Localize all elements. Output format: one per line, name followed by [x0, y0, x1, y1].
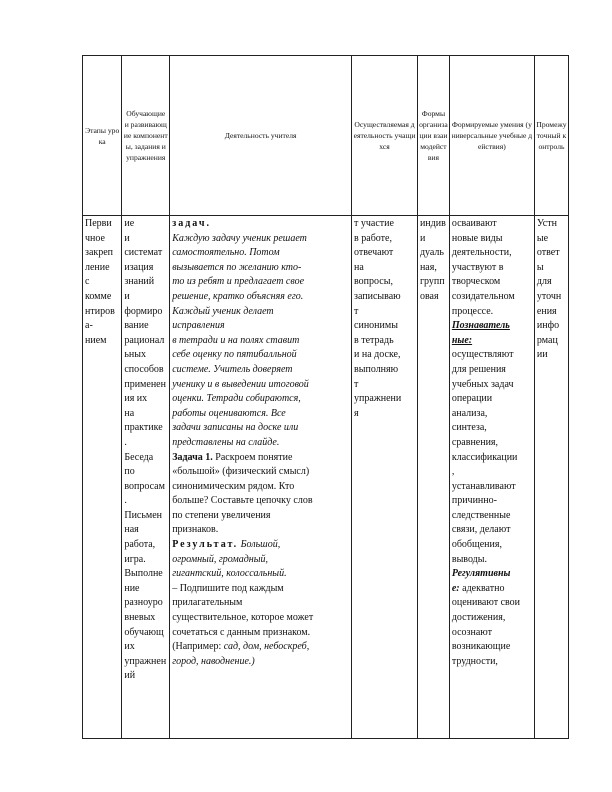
uud-line: деятельности,: [451, 247, 512, 259]
header-row: [83, 56, 569, 216]
students-line: упражнени: [354, 393, 402, 405]
stage-line: нием: [85, 334, 107, 346]
teacher-line: Каждую задачу ученик решает: [172, 232, 307, 244]
teacher-line: прилагательным: [172, 597, 243, 609]
content-line: игра.: [124, 553, 146, 565]
control-line: ответ: [536, 247, 560, 259]
stage-line: с: [85, 276, 90, 288]
uud-heading: е:: [451, 582, 460, 594]
uud-line: возникающие: [451, 641, 511, 653]
teacher-line: признаков.: [172, 524, 219, 536]
students-line: выполняю: [354, 363, 399, 375]
stage-line: ление: [85, 261, 110, 273]
students-line: в работе,: [354, 232, 392, 244]
teacher-line: исправления: [172, 320, 225, 332]
uud-line: участвуют в: [451, 261, 504, 273]
uud-line: новые виды: [451, 232, 503, 244]
content-line: и: [124, 232, 130, 244]
content-line: их: [124, 641, 135, 653]
stage-line: Перви: [85, 218, 112, 229]
content-line: рационал: [124, 334, 165, 346]
content-line: разноуро: [124, 597, 163, 609]
content-line: вневых: [124, 612, 156, 624]
teacher-line: – Подпишите под каждым: [172, 582, 284, 594]
uud-heading: Познаватель: [451, 320, 510, 332]
content-line: знаний: [124, 276, 155, 288]
uud-line: осваивают: [451, 218, 497, 229]
control-line: ения: [536, 305, 557, 317]
forms-line: индиви: [419, 218, 446, 244]
teacher-line: «большой» (физический смысл): [172, 466, 310, 478]
students-line: т: [354, 378, 359, 390]
students-line: вопросы,: [354, 276, 393, 288]
content-line: ий: [124, 670, 136, 682]
teacher-line: ученику и в выведении итоговой: [172, 378, 309, 390]
teacher-line: огромный, громадный,: [172, 553, 269, 565]
teacher-line: себе оценку по пятибалльной: [172, 349, 297, 361]
uud-line: созидательном: [451, 290, 515, 302]
stage-line: чное: [85, 232, 105, 244]
teacher-line: системе. Учитель доверяет: [172, 363, 293, 375]
header-students: Осуществляемая деятельность учащихся: [352, 56, 418, 216]
result-text: Большой,: [238, 539, 281, 551]
teacher-line: [172, 640, 349, 655]
content-line: работа,: [124, 539, 156, 551]
teacher-line: оценки. Тетради собираются,: [172, 393, 301, 405]
stage-line: закреп: [85, 247, 114, 259]
students-line: и на доске,: [354, 349, 401, 361]
task-label: Задача 1.: [172, 451, 213, 463]
uud-line: [452, 582, 532, 597]
table-row: [83, 216, 569, 739]
teacher-line: задач.: [172, 218, 212, 229]
uud-line: осуществляют: [451, 349, 514, 361]
forms-line: групп: [419, 276, 445, 288]
teacher-line: гигантский, колоссальный.: [172, 568, 287, 580]
forms-line: овая: [419, 290, 439, 302]
example-words: сад, дом, небоскреб,: [223, 641, 310, 653]
control-line: ые: [536, 232, 549, 244]
content-line: .: [124, 436, 127, 448]
uud-heading: ные:: [451, 334, 473, 346]
content-line: и: [124, 290, 130, 302]
teacher-line: работы оцениваются. Все: [172, 407, 286, 419]
teacher-line: существительное, которое может: [172, 612, 314, 624]
teacher-line: то из ребят и предлагает свое: [172, 276, 305, 288]
forms-line: дуальная,: [419, 247, 444, 273]
teacher-line: вызывается по желанию кто-: [172, 261, 302, 273]
uud-heading: Регулятивны: [451, 568, 511, 580]
teacher-line: представлены на слайде.: [172, 436, 280, 448]
content-line: применен: [124, 378, 166, 390]
content-line: ние: [124, 582, 140, 594]
stage-cell: [83, 216, 122, 739]
forms-cell: [417, 216, 449, 739]
teacher-line: по степени увеличения: [172, 509, 271, 521]
task-text: Раскроем понятие: [212, 451, 293, 463]
control-line: ы: [536, 261, 544, 273]
uud-line: оценивают свои: [451, 597, 521, 609]
uud-line: осознают: [451, 626, 492, 638]
content-line: вание: [124, 320, 149, 332]
content-line: формиро: [124, 305, 163, 317]
uud-line: достижения,: [451, 612, 506, 624]
uud-cell: [449, 216, 534, 739]
teacher-line: [172, 451, 349, 466]
uud-line: сравнения,: [451, 436, 499, 448]
content-cell: [122, 216, 170, 739]
content-line: ия их: [124, 393, 148, 405]
teacher-line: город, наводнение.): [172, 655, 255, 667]
content-line: практике: [124, 422, 163, 434]
students-line: на: [354, 261, 364, 273]
students-line: записываю: [354, 290, 401, 302]
students-cell: [352, 216, 418, 739]
content-line: Письмен: [124, 509, 163, 521]
header-teacher: Деятельность учителя: [170, 56, 352, 216]
uud-line: процессе.: [451, 305, 494, 317]
students-line: в тетрадь: [354, 334, 394, 346]
content-line: Беседа: [124, 451, 154, 463]
control-line: рмац: [536, 334, 558, 346]
uud-line: ,: [451, 466, 455, 478]
teacher-line: [172, 538, 349, 553]
header-control: Промежуточный контроль: [534, 56, 568, 216]
content-line: Выполне: [124, 568, 163, 580]
uud-line: выводы.: [451, 553, 487, 565]
stage-line: а-: [85, 320, 93, 332]
control-line: инфо: [536, 320, 560, 332]
stage-line: комме: [85, 290, 112, 302]
control-cell: [534, 216, 568, 739]
content-line: по: [124, 466, 135, 478]
content-line: вопросам: [124, 480, 165, 492]
teacher-line: сочетаться с данным признаком.: [172, 626, 311, 638]
header-content: Обучающие и развивающие компоненты, задания и упражнения: [122, 56, 170, 216]
uud-line: учебных задач: [451, 378, 514, 390]
result-label: Результат.: [172, 539, 239, 551]
uud-line: классификации: [451, 451, 518, 463]
uud-line: анализа,: [451, 407, 488, 419]
students-line: синонимы: [354, 320, 398, 332]
uud-line: следственные: [451, 509, 511, 521]
content-line: системат: [124, 247, 163, 259]
header-stage: Этапы урока: [83, 56, 122, 216]
control-line: уточн: [536, 290, 562, 302]
students-line: т участие: [354, 218, 394, 229]
header-uud: Формируемые умения (универсальные учебные действия): [449, 56, 534, 216]
control-line: ии: [536, 349, 548, 361]
control-line: для: [536, 276, 552, 288]
teacher-line: решение, кратко объясняя его.: [172, 290, 304, 302]
students-line: т: [354, 305, 359, 317]
content-line: ие: [124, 218, 135, 229]
control-line: Устн: [536, 218, 557, 229]
uud-line: устанавливают: [451, 480, 516, 492]
teacher-line: задачи записаны на доске или: [172, 422, 299, 434]
teacher-line: самостоятельно. Потом: [172, 247, 280, 259]
content-line: упражнен: [124, 655, 167, 667]
uud-line: синтеза,: [451, 422, 487, 434]
teacher-cell: [170, 216, 352, 739]
uud-line: для решения: [451, 363, 506, 375]
header-forms: Формы организации взаимодействия: [417, 56, 449, 216]
uud-text: адекватно: [459, 582, 505, 594]
teacher-line: синонимическим рядом. Кто: [172, 480, 295, 492]
students-line: я: [354, 407, 359, 419]
teacher-line: больше? Составьте цепочку слов: [172, 495, 313, 507]
example-prefix: (Например:: [172, 641, 224, 653]
content-line: на: [124, 407, 135, 419]
content-line: ьных: [124, 349, 146, 361]
uud-line: причинно-: [451, 495, 497, 507]
uud-line: операции: [451, 393, 493, 405]
content-line: .: [124, 495, 127, 507]
content-line: обучающ: [124, 626, 164, 638]
content-line: способов: [124, 363, 164, 375]
teacher-line: Каждый ученик делает: [172, 305, 274, 317]
content-line: ная: [124, 524, 139, 536]
uud-line: связи, делают: [451, 524, 511, 536]
lesson-plan-table: [82, 55, 569, 739]
stage-line: нтиров: [85, 305, 115, 317]
content-line: изация: [124, 261, 154, 273]
uud-line: трудности,: [451, 655, 498, 667]
uud-line: творческом: [451, 276, 501, 288]
teacher-line: в тетради и на полях ставит: [172, 334, 300, 346]
uud-line: обобщения,: [451, 539, 502, 551]
students-line: отвечают: [354, 247, 394, 259]
